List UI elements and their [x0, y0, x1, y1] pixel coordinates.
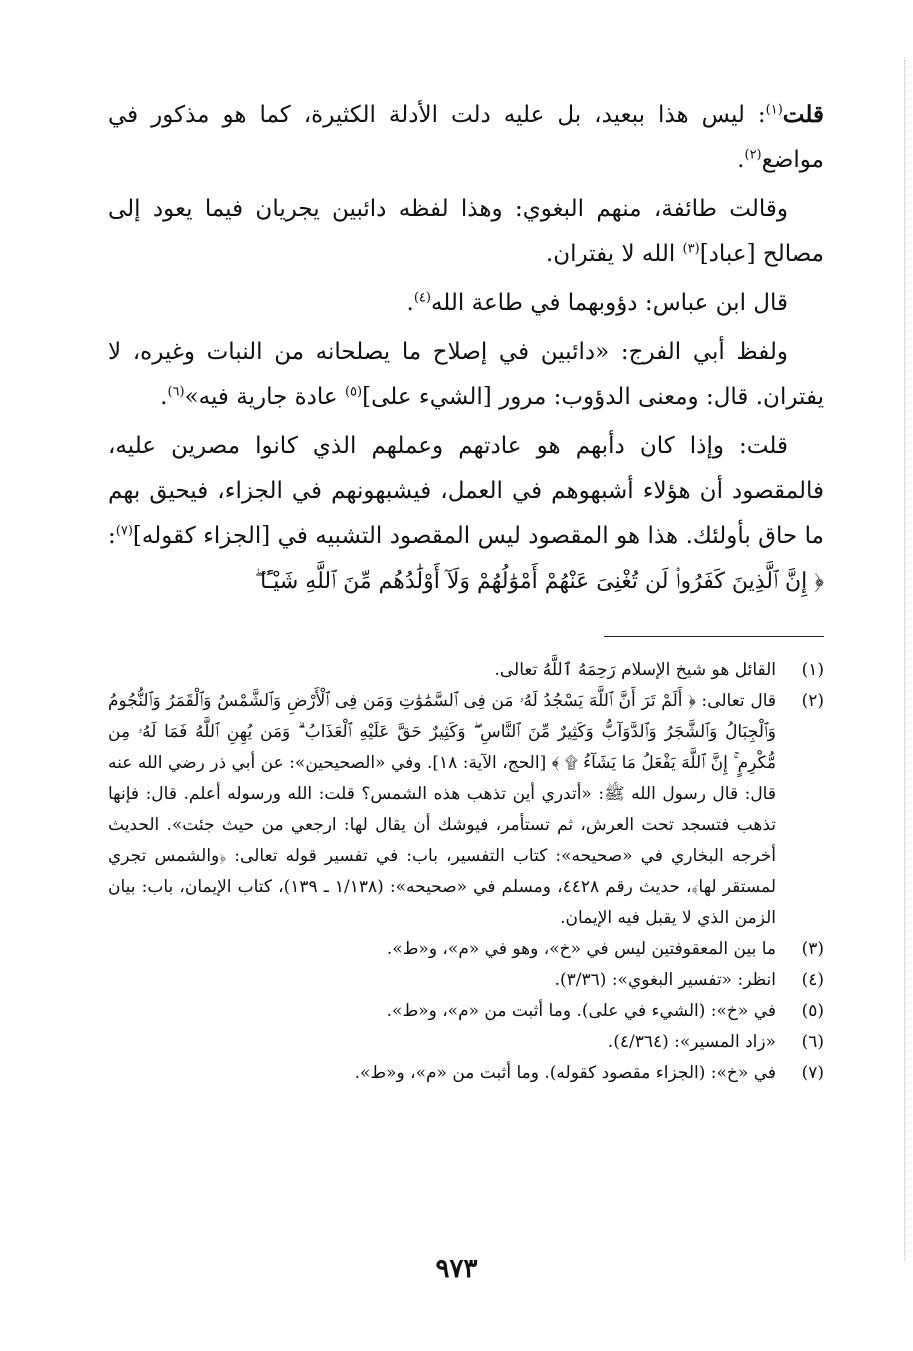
footnote-5	[108, 996, 824, 1027]
paragraph-3-end: .	[406, 290, 414, 316]
qultu-heading: قلت	[782, 101, 824, 128]
paragraph-4-text: ولفظ أبي الفرج: «دائبين في إصلاح ما يصلحانه من النبات وغيره، لا يفتران. قال: ومعنى الدؤوب: مرور [الشيء على]	[108, 339, 824, 410]
footnote-4	[108, 965, 824, 996]
paragraph-4	[108, 330, 824, 420]
footnote-text: في «خ»: (الجزاء مقصود كقوله). وما أثبت من «م»، و«ط».	[354, 1063, 776, 1083]
paragraph-5	[108, 424, 824, 604]
footnote-ref-7[interactable]: (٧)	[115, 523, 133, 539]
paragraph-5-colon: :	[108, 523, 116, 549]
paragraph-1-end: .	[737, 147, 745, 173]
footnote-7	[108, 1058, 824, 1089]
footnote-text: قال تعالى: ﴿ أَلَمْ تَرَ أَنَّ ٱللَّهَ يَسْجُدُ لَهُۥ مَن فِى ٱلسَّمَٰوَٰتِ وَمَن فِى ٱلْأَرْضِ وَٱلشَّمْسُ وَٱلْقَمَرُ وَٱلنُّجُومُ وَٱلْجِبَالُ وَٱلشَّجَرُ وَٱلدَّوَآبُّ وَكَثِيرٌ مِّنَ ٱلنَّاسِ ۖ وَكَثِيرٌ حَقَّ عَلَيْهِ ٱلْعَذَابُ ۗ وَمَن يُهِنِ ٱللَّهُ فَمَا لَهُۥ مِن مُّكْرِمٍ ۚ إِنَّ ٱللَّهَ يَفْعَلُ مَا يَشَآءُ ۩ ﴾ [الحج، الآية: ١٨]. وفي «الصحيحين»: عن أبي ذر رضي الله عنه قال: قال رسول الله ﷺ: «أتدري أين تذهب هذه الشمس؟ قلت: الله ورسوله أعلم. قال: فإنها تذهب فتسجد تحت العرش، ثم تستأمر، فيوشك أن يقال لها: ارجعي من حيث جئت». الحديث أخرجه البخاري في «صحيحه»: كتاب التفسير، باب: في تفسير قوله تعالى: ﴿والشمس تجري لمستقر لها﴾، حديث رقم ٤٤٢٨، ومسلم في «صحيحه»: (١/١٣٨ ـ ١٣٩)، كتاب الإيمان، باب: بيان الزمن الذي لا يقبل فيه الإيمان.	[108, 691, 777, 928]
footnote-ref-2[interactable]: (٢)	[744, 147, 762, 163]
footnote-number: (٢)	[801, 691, 824, 711]
page-number: ٩٧٣	[435, 1254, 478, 1284]
footnote-text: «زاد المسير»: (٤/٣٦٤).	[607, 1032, 776, 1052]
page-edge-mark	[904, 60, 905, 1260]
paragraph-3	[108, 281, 824, 326]
paragraph-4-end: .	[160, 384, 168, 410]
footnote-text: القائل هو شيخ الإسلام رَحِمَهُ ٱللَّهُ تعالى.	[494, 660, 776, 680]
paragraph-2-text: وقالت طائفة، منهم البغوي: وهذا لفظه دائبين يجريان فيما يعود إلى مصالح [عباد]	[108, 196, 824, 267]
footnote-number: (٣)	[801, 939, 824, 959]
footnote-ref-4[interactable]: (٤)	[413, 290, 431, 306]
footnote-number: (٥)	[801, 1001, 824, 1021]
paragraph-2	[108, 187, 824, 277]
footnote-separator	[604, 636, 824, 637]
main-text	[108, 92, 824, 604]
footnote-number: (٧)	[801, 1063, 824, 1083]
footnote-text: ما بين المعقوفتين ليس في «خ»، وهو في «م»، و«ط».	[386, 939, 776, 959]
footnote-ref-5[interactable]: (٥)	[344, 384, 363, 400]
footnote-ref-3[interactable]: (٣)	[682, 241, 700, 257]
paragraph-3-text: قال ابن عباس: دؤوبهما في طاعة الله	[430, 290, 788, 316]
paragraph-4-mid: عادة جارية فيه»	[184, 384, 345, 410]
footnote-number: (١)	[801, 660, 824, 680]
footnote-text: انظر: «تفسير البغوي»: (٣/٣٦).	[554, 970, 776, 990]
footnote-6	[108, 1027, 824, 1058]
footnote-text: في «خ»: (الشيء في على). وما أثبت من «م»، و«ط».	[386, 1001, 776, 1021]
paragraph-1	[108, 92, 824, 183]
paragraph-5-text: قلت: وإذا كان دأبهم هو عادتهم وعملهم الذي كانوا مصرين عليه، فالمقصود أن هؤلاء أشبهوهم في العمل، فيشبهونهم في الجزاء، فيحيق بهم ما حاق بأولئك. هذا هو المقصود ليس المقصود التشبيه في [الجزاء كقوله]	[108, 433, 824, 549]
footnote-ref-6[interactable]: (٦)	[167, 384, 185, 400]
page-content	[108, 92, 824, 1089]
footnotes-list	[108, 655, 824, 1089]
paragraph-1-text: : ليس هذا ببعيد، بل عليه دلت الأدلة الكثيرة، كما هو مذكور في مواضع	[108, 102, 824, 173]
footnote-1	[108, 655, 824, 686]
quran-verse: ﴿ إِنَّ ٱلَّذِينَ كَفَرُوا۟ لَن تُغْنِىَ عَنْهُمْ أَمْوَٰلُهُمْ وَلَآ أَوْلَٰدُهُم مِّنَ ٱللَّهِ شَيْـًٔا ۖ	[254, 569, 824, 594]
footnote-number: (٤)	[801, 970, 824, 990]
footnote-3	[108, 934, 824, 965]
paragraph-2-end: الله لا يفتران.	[545, 241, 683, 267]
footnote-number: (٦)	[801, 1032, 824, 1052]
footnote-2	[108, 686, 824, 934]
footnote-ref-1[interactable]: (١)	[765, 102, 783, 118]
